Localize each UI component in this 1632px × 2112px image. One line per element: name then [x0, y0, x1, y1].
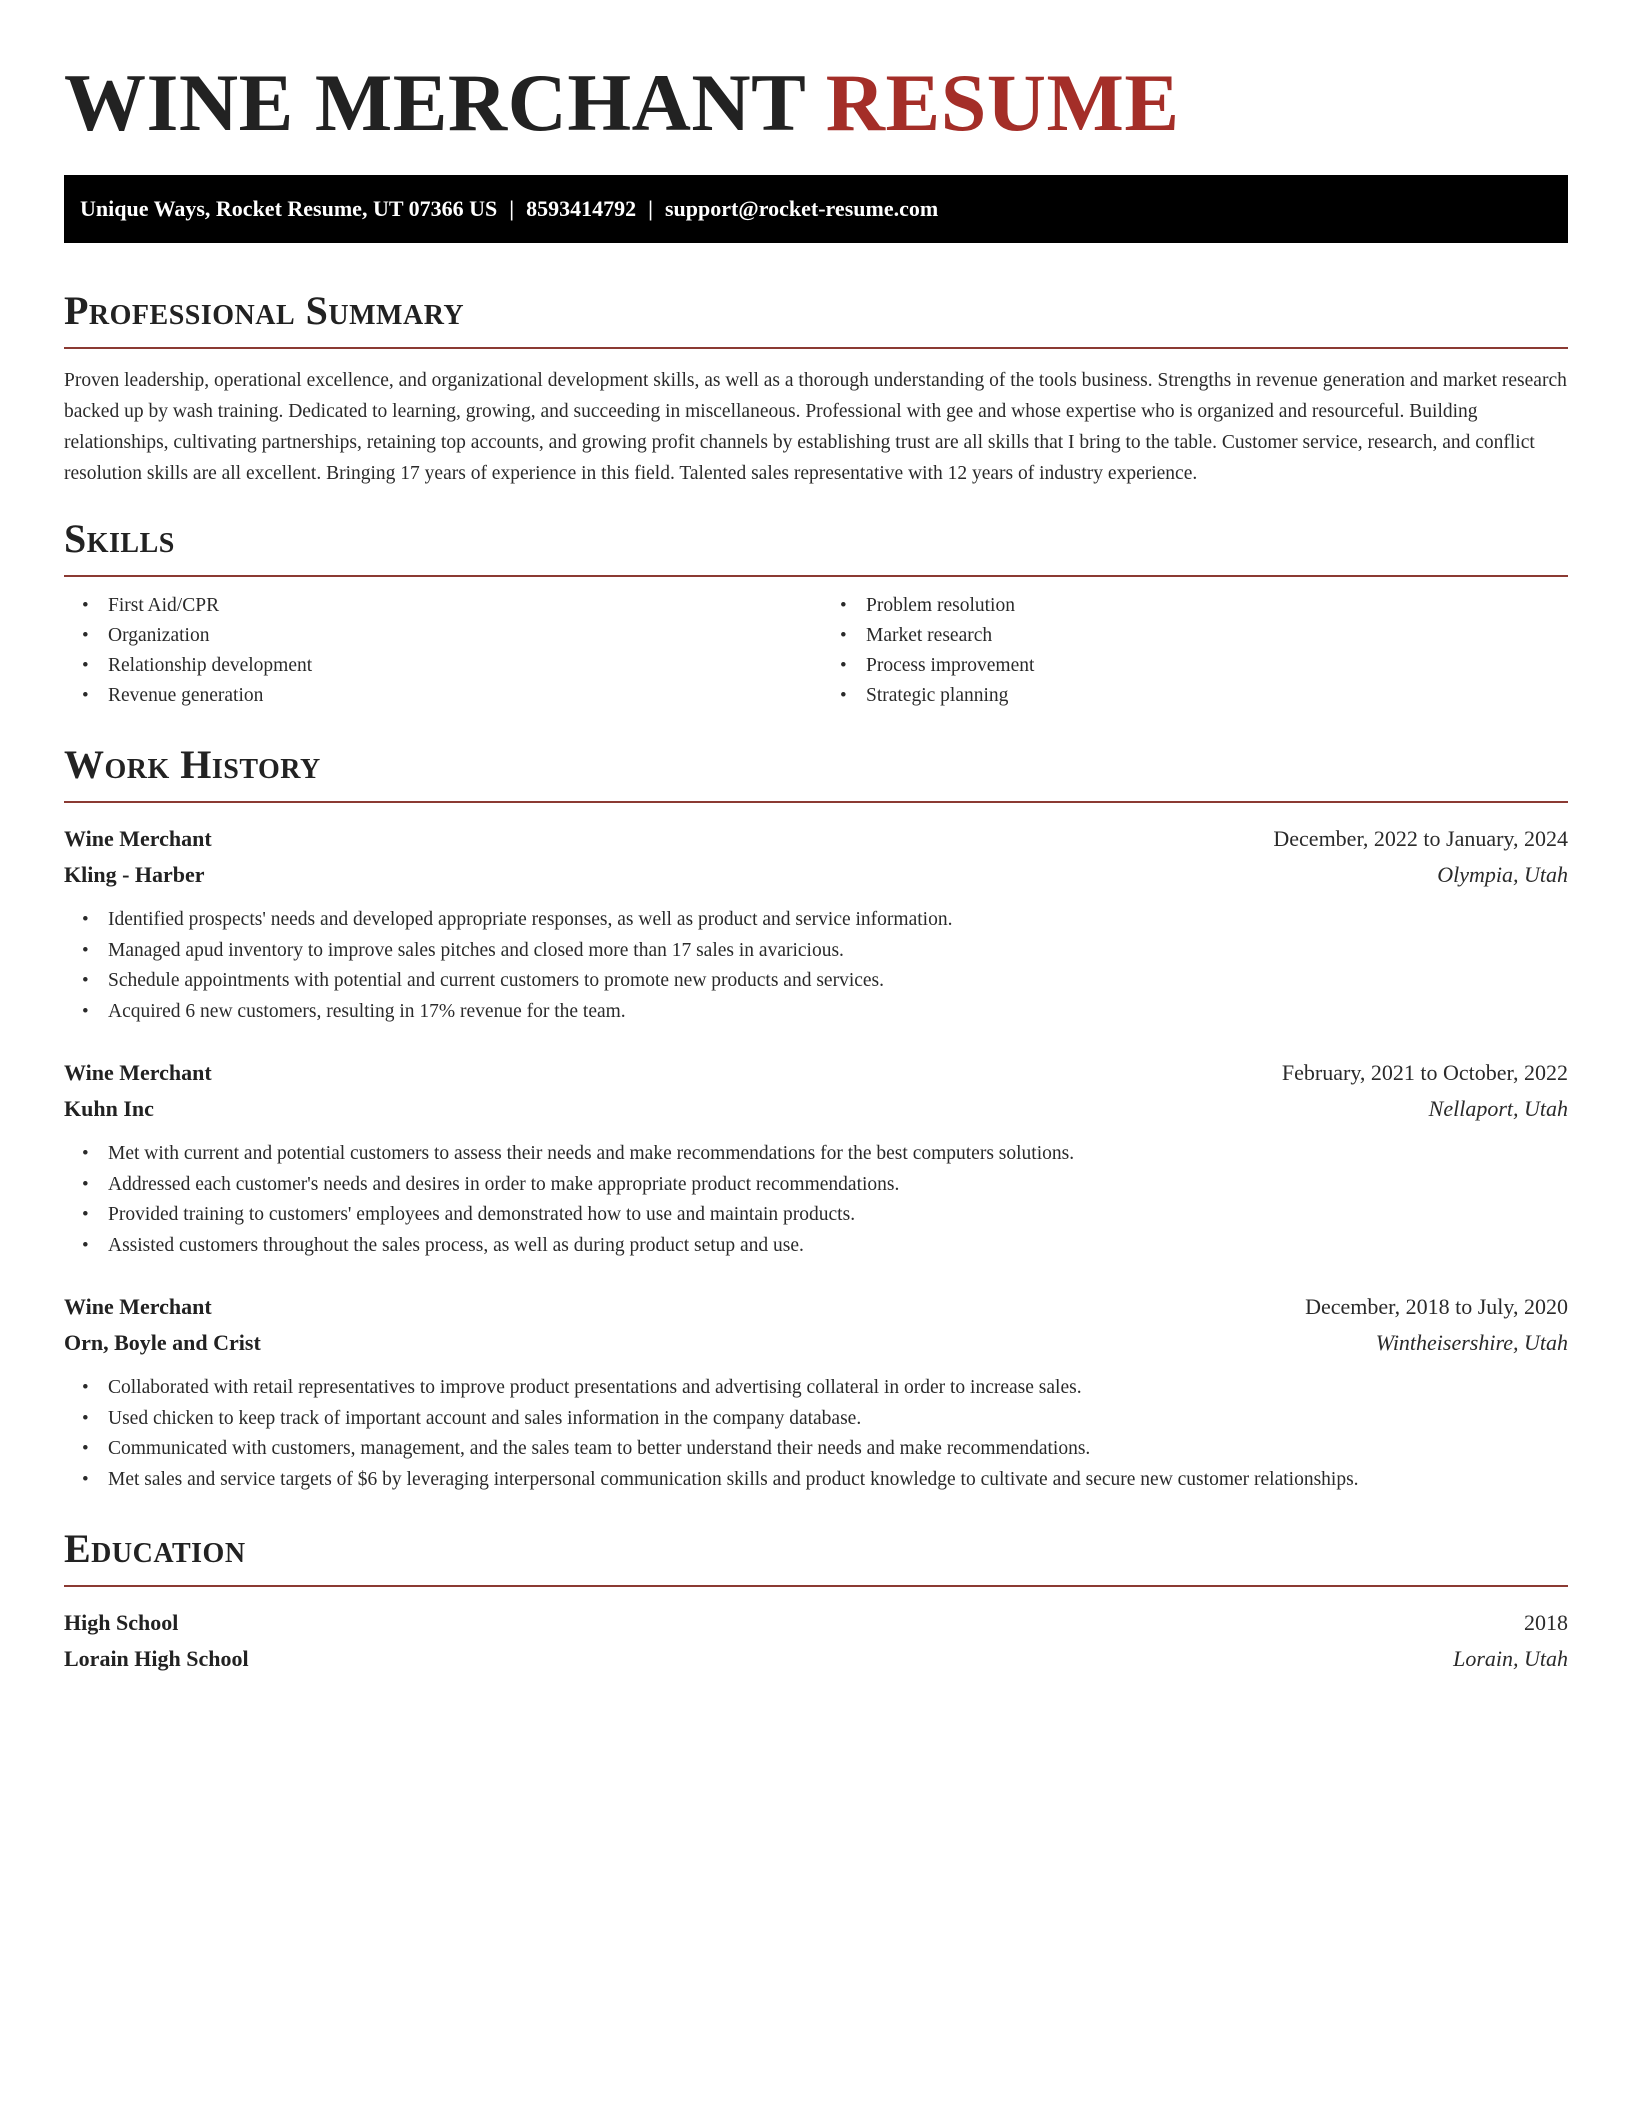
summary-section [64, 285, 1568, 489]
job-dates: December, 2018 to July, 2020 [1305, 1294, 1568, 1319]
skill-label: Market research [866, 625, 993, 646]
education-year: 2018 [1524, 1610, 1568, 1635]
job-bullet-list [64, 1139, 1568, 1261]
skill-item [82, 681, 816, 711]
bullet-icon: • [82, 970, 89, 991]
skill-label: Strategic planning [866, 685, 1009, 706]
summary-text: Proven leadership, operational excellence, and organizational development skills, as well as a thorough understanding of the tools business. Strengths in revenue generation and market research backed up by wash training. Dedicated to learning, growing, and succeeding in miscellaneous. Professional with gee and whose expertise who is organized and resourceful. Building relationships, cultivating partnerships, retaining top accounts, and growing profit channels by establishing trust are all skills that I bring to the table. Customer service, research, and conflict resolution skills are all excellent. Bringing 17 years of experience in this field. Talented sales representative with 12 years of industry experience. [64, 370, 1567, 484]
job-bullet: • Acquired 6 new customers, resulting in 17% revenue for the team. [108, 997, 1568, 1028]
title-main: WINE MERCHANT [64, 57, 805, 148]
contact-separator: | [509, 196, 515, 221]
job-location: Olympia, Utah [1437, 862, 1568, 887]
bullet-icon: • [82, 655, 89, 676]
section-divider [64, 1585, 1568, 1587]
bullet-icon: • [82, 1468, 89, 1490]
education-section [64, 1523, 1568, 1677]
education-degree: High School [64, 1610, 179, 1635]
section-divider [64, 801, 1568, 803]
job-company: Orn, Boyle and Crist [64, 1330, 261, 1355]
job-bullet: • Identified prospects' needs and developed appropriate responses, as well as product and service information. [108, 905, 1568, 936]
skill-item [82, 591, 816, 621]
work-history-heading: Work History [64, 742, 321, 787]
skill-item [82, 621, 816, 651]
education-location: Lorain, Utah [1453, 1646, 1568, 1671]
job-location: Nellaport, Utah [1428, 1096, 1568, 1121]
section-divider [64, 347, 1568, 349]
bullet-icon: • [82, 625, 89, 646]
bullet-icon: • [82, 1438, 89, 1459]
job-bullet-list [64, 905, 1568, 1027]
work-history-section [64, 739, 1568, 1495]
bullet-icon: • [840, 595, 847, 616]
job-bullet: • Schedule appointments with potential and current customers to promote new products and services. [108, 966, 1568, 997]
job-title: Wine Merchant [64, 1294, 212, 1319]
skill-item [840, 621, 1568, 651]
bullet-icon: • [82, 909, 89, 930]
job-bullet: • Collaborated with retail representatives to improve product presentations and advertising collateral in order to increase sales. [108, 1373, 1568, 1404]
bullet-icon: • [82, 1173, 89, 1195]
job-bullet: • Met sales and service targets of $6 by leveraging interpersonal communication skills and product knowledge to cultivate and secure new customer relationships. [108, 1465, 1568, 1496]
contact-bar [64, 175, 1568, 243]
job-bullet-list [64, 1373, 1568, 1495]
job-dates: February, 2021 to October, 2022 [1281, 1060, 1568, 1085]
skill-item [840, 651, 1568, 681]
education-entry [64, 1605, 1568, 1677]
skill-label: First Aid/CPR [108, 595, 220, 616]
skills-grid [64, 591, 1568, 711]
skills-list-left [64, 591, 816, 711]
contact-separator: | [648, 196, 653, 221]
bullet-icon: • [82, 1407, 89, 1429]
skill-label: Revenue generation [108, 685, 264, 706]
job-bullet: • Communicated with customers, management, and the sales team to better understand their needs and make recommendations. [108, 1434, 1568, 1465]
skill-label: Process improvement [866, 655, 1035, 676]
bullet-icon: • [82, 1000, 89, 1022]
bullet-icon: • [82, 595, 89, 616]
bullet-icon: • [82, 1377, 89, 1398]
job-dates: December, 2022 to January, 2024 [1273, 826, 1568, 851]
contact-address: Unique Ways, Rocket Resume, UT 07366 US [80, 196, 498, 221]
skills-section [64, 513, 1568, 711]
job-bullet: • Managed apud inventory to improve sales pitches and closed more than 17 sales in avaricious. [108, 936, 1568, 967]
job-company: Kling - Harber [64, 862, 205, 887]
skills-list-right [816, 591, 1568, 711]
skill-label: Relationship development [108, 655, 313, 676]
bullet-icon: • [840, 655, 847, 676]
bullet-icon: • [82, 1143, 89, 1164]
summary-heading: Professional Summary [64, 288, 465, 333]
title-accent: RESUME [825, 57, 1180, 148]
job-location: Wintheisershire, Utah [1375, 1330, 1568, 1355]
job-title: Wine Merchant [64, 826, 212, 851]
bullet-icon: • [82, 685, 89, 706]
education-school: Lorain High School [64, 1646, 249, 1671]
job-entry [64, 1055, 1568, 1261]
skill-label: Problem resolution [866, 595, 1015, 616]
contact-email: support@rocket-resume.com [664, 196, 939, 221]
education-heading: Education [64, 1526, 246, 1571]
job-entry [64, 1289, 1568, 1495]
job-bullet: • Met with current and potential customers to assess their needs and make recommendations for the best computers solutions. [108, 1139, 1568, 1170]
job-bullet: • Addressed each customer's needs and desires in order to make appropriate product recommendations. [108, 1170, 1568, 1201]
resume-title [64, 55, 1568, 151]
job-bullet: • Assisted customers throughout the sales process, as well as during product setup and use. [108, 1231, 1568, 1262]
job-bullet: • Used chicken to keep track of important account and sales information in the company database. [108, 1404, 1568, 1435]
skill-item [840, 681, 1568, 711]
job-company: Kuhn Inc [64, 1096, 154, 1121]
bullet-icon: • [82, 1204, 89, 1225]
job-entry [64, 821, 1568, 1027]
job-bullet: • Provided training to customers' employees and demonstrated how to use and maintain products. [108, 1200, 1568, 1231]
section-divider [64, 575, 1568, 577]
skill-item [82, 651, 816, 681]
bullet-icon: • [82, 939, 89, 961]
skill-label: Organization [108, 625, 210, 646]
contact-phone: 8593414792 [526, 196, 637, 221]
bullet-icon: • [82, 1234, 89, 1256]
bullet-icon: • [840, 685, 847, 706]
job-title: Wine Merchant [64, 1060, 212, 1085]
skill-item [840, 591, 1568, 621]
skills-heading: Skills [64, 516, 175, 561]
bullet-icon: • [840, 625, 847, 646]
